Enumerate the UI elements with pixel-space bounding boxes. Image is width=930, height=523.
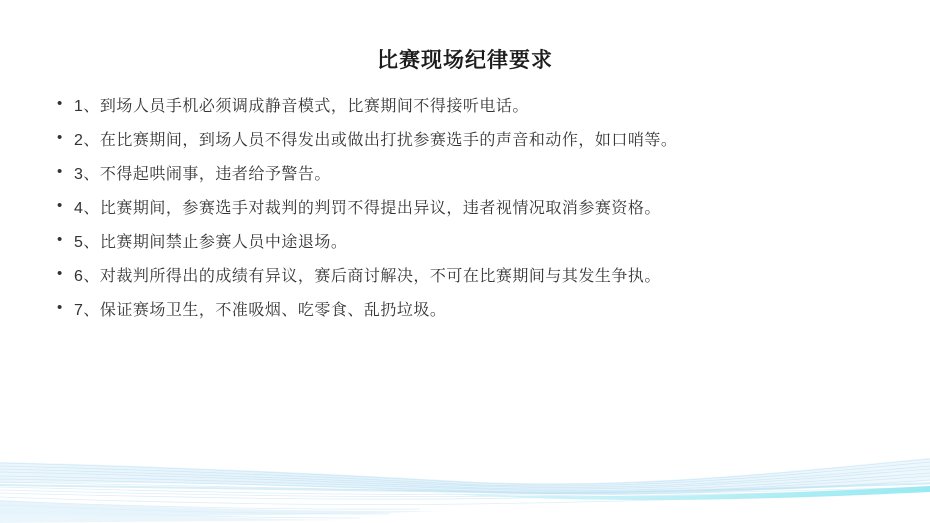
rule-item-2 [57,121,905,155]
rule-text-1: 1、到场人员手机必须调成静音模式，比赛期间不得接听电话。 [74,97,529,115]
rules-list [57,87,905,325]
rule-item-1 [57,87,905,121]
bullet-marker: • [57,265,63,282]
rule-item-7 [57,291,905,325]
rule-item-5 [57,223,905,257]
page-title: 比赛现场纪律要求 [377,49,553,73]
rule-text-7: 7、保证赛场卫生，不准吸烟、吃零食、乱扔垃圾。 [74,301,447,319]
bullet-marker: • [57,299,63,316]
bullet-marker: • [57,129,63,146]
rule-text-3: 3、不得起哄闹事，违者给予警告。 [74,165,331,183]
bullet-marker: • [57,231,63,248]
rule-text-4: 4、比赛期间，参赛选手对裁判的判罚不得提出异议，违者视情况取消参赛资格。 [74,199,661,217]
rule-text-5: 5、比赛期间禁止参赛人员中途退场。 [74,233,348,251]
rule-item-4 [57,189,905,223]
rule-item-6 [57,257,905,291]
rule-item-3 [57,155,905,189]
bottom-wave-decoration [0,445,930,523]
rule-text-2: 2、在比赛期间，到场人员不得发出或做出打扰参赛选手的声音和动作，如口哨等。 [74,131,678,149]
rule-text-6: 6、对裁判所得出的成绩有异议，赛后商讨解决，不可在比赛期间与其发生争执。 [74,267,661,285]
bullet-marker: • [57,163,63,180]
bullet-marker: • [57,95,63,112]
bullet-marker: • [57,197,63,214]
